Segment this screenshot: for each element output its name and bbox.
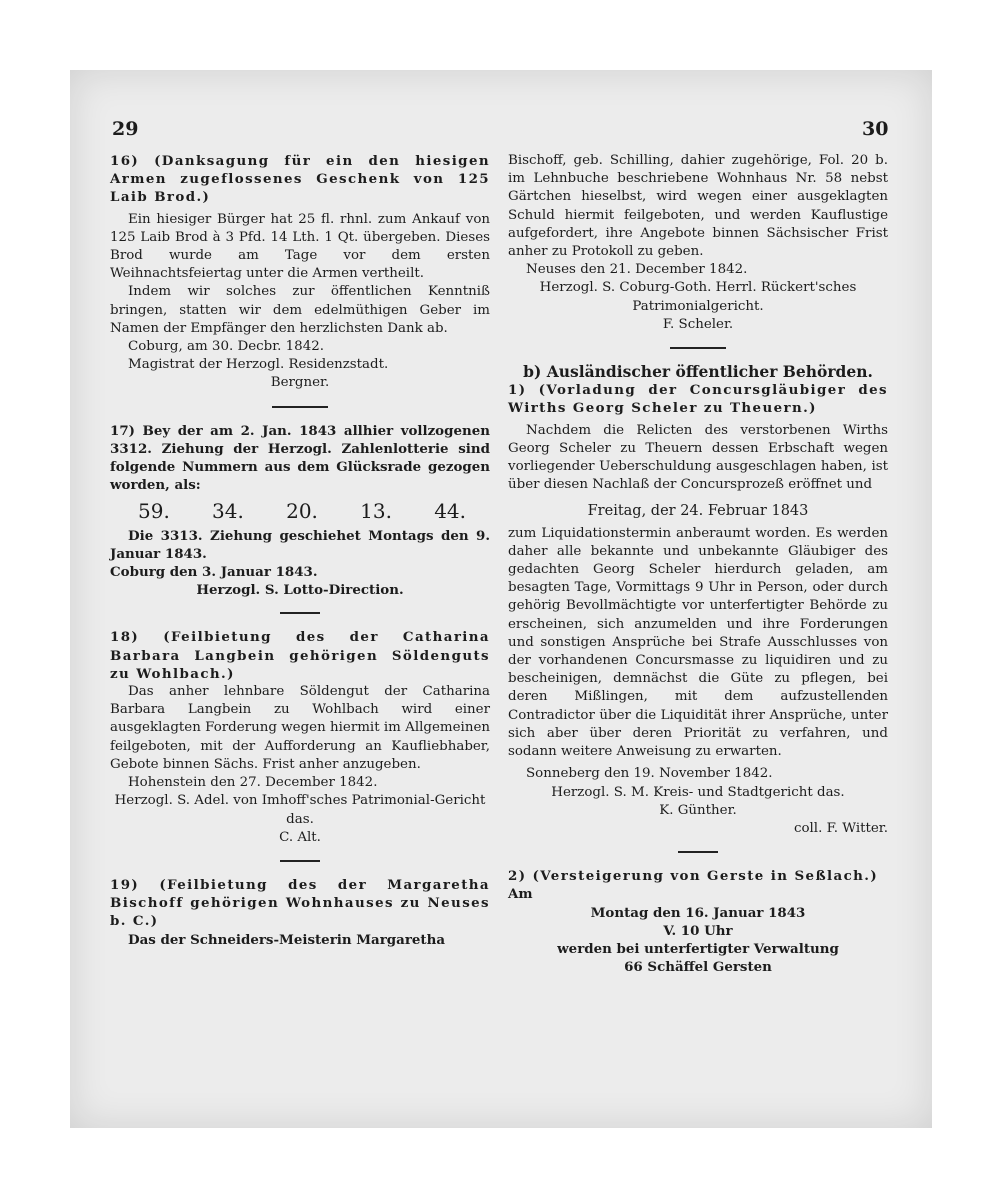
notice-b1-paragraph-2: zum Liquidationstermin anberaumt worden. Es werden daher alle bekannte und unbekannte Gläubiger des gedachten Georg Scheler hierdurch geladen, am besagten Tage, Vormittags 9 Uhr in Person, oder durch gehörig Bevollmächtigte vor unterfertigter Behörde zu erscheinen, sich anzumelden und ihre Forderungen und sonstigen Ansprüche bei Strafe Ausschlusses von der vorhandenen Concursmasse zu liquidiren und zu bescheinigen, demnächst die Güte zu pflegen, bei deren Mißlingen, mit dem aufzustellenden Contradictor über die Liquidität ihrer Ansprüche, unter sich aber über deren Priorität zu verfahren, und sodann weitere Anweisung zu erwarten. bbox=[508, 525, 888, 760]
notice-16-paragraph-2: Indem wir solches zur öffentlichen Kenntniß bringen, statten wir dem edelmüthigen Geber im Namen der Empfänger den herzlichsten Dank ab. bbox=[110, 284, 490, 336]
section-b-heading: b) Ausländischer öffentlicher Behörden. bbox=[523, 362, 873, 382]
notice-16-paragraph-1: Ein hiesiger Bürger hat 25 fl. rhnl. zum Ankauf von 125 Laib Brod à 3 Pfd. 14 Lth. 1 Qt. übergeben. Dieses Brod wurde am Tage vor dem ersten Weihnachtsfeiertag unter die Armen vertheilt. bbox=[110, 211, 490, 282]
notice-b2-heading: 2) (Versteigerung von Gerste in Seßlach.) bbox=[508, 868, 879, 885]
notice-17-date: Coburg den 3. Januar 1843. bbox=[110, 564, 318, 581]
lottery-number: 59. bbox=[138, 499, 170, 524]
separator-rule bbox=[678, 851, 718, 853]
lottery-number: 13. bbox=[360, 499, 392, 524]
notice-b1-date: Sonneberg den 19. November 1842. bbox=[526, 766, 773, 782]
notice-16-date: Coburg, am 30. Decbr. 1842. bbox=[128, 339, 324, 355]
notice-b2-time: V. 10 Uhr bbox=[663, 922, 733, 939]
separator-rule bbox=[272, 406, 328, 408]
left-column bbox=[110, 152, 490, 949]
notice-17-next-draw: Die 3313. Ziehung geschiehet Montags den 9. Januar 1843. bbox=[110, 527, 490, 562]
page-number-left: 29 bbox=[112, 118, 139, 140]
notice-17-authority: Herzogl. S. Lotto-Direction. bbox=[196, 582, 404, 599]
notice-19-continued: Bischoff, geb. Schilling, dahier zugehörige, Fol. 20 b. im Lehnbuche beschriebene Wohnhaus Nr. 58 nebst Gärtchen hieselbst, wird wegen einer ausgeklagten Schuld hiermit feilgeboten, und werden Kauflustige aufgefordert, ihre Angebote binnen Sächsischer Frist anher zu Protokoll zu geben. bbox=[508, 153, 888, 260]
notice-18-authority: Herzogl. S. Adel. von Imhoff'sches Patrimonial-Gericht das. bbox=[114, 793, 486, 827]
notice-18-date: Hohenstein den 27. December 1842. bbox=[128, 775, 378, 791]
separator-rule bbox=[280, 612, 320, 614]
lottery-number: 20. bbox=[286, 499, 318, 524]
notice-b2-goods: 66 Schäffel Gersten bbox=[624, 959, 772, 976]
notice-18-heading: 18) (Feilbietung des der Catharina Barbara Langbein gehörigen Söldenguts zu Wohlbach.) bbox=[110, 629, 490, 682]
page-number-right: 30 bbox=[862, 118, 889, 140]
notice-b1-signer-1: K. Günther. bbox=[659, 802, 737, 818]
lottery-number: 34. bbox=[212, 499, 244, 524]
notice-17-text: 17) Bey der am 2. Jan. 1843 allhier vollzogenen 3312. Ziehung der Herzogl. Zahlenlotterie sind folgende Nummern aus dem Glücksrade gezogen worden, als: bbox=[110, 422, 490, 494]
notice-16-heading: 16) (Danksagung für ein den hiesigen Armen zugeflossenes Geschenk von 125 Laib Brod.) bbox=[110, 153, 490, 206]
notice-b1-term: Freitag, der 24. Februar 1843 bbox=[587, 503, 809, 520]
notice-19-signer: F. Scheler. bbox=[662, 316, 734, 332]
notice-b1-heading: 1) (Vorladung der Concursgläubiger des Wirths Georg Scheler zu Theuern.) bbox=[508, 382, 888, 417]
notice-b2-am: Am bbox=[508, 886, 533, 903]
notice-b2-line: werden bei unterfertigter Verwaltung bbox=[557, 940, 839, 957]
lottery-numbers bbox=[110, 499, 490, 524]
notice-18-signer: C. Alt. bbox=[279, 829, 321, 845]
notice-19-authority: Herzogl. S. Coburg-Goth. Herrl. Rückert'sches Patrimonialgericht. bbox=[539, 280, 857, 314]
notice-18-paragraph-1: Das anher lehnbare Söldengut der Catharina Barbara Langbein zu Wohlbach wird einer ausgeklagten Forderung wegen hiermit im Allgemeinen feilgeboten, mit der Aufforderung an Kaufliebhaber, Gebote binnen Sächs. Frist anher anzugeben. bbox=[110, 684, 490, 772]
notice-19-heading: 19) (Feilbietung des der Margaretha Bischoff gehörigen Wohnhauses zu Neuses b. C.) bbox=[110, 876, 490, 930]
notice-b1-authority: Herzogl. S. M. Kreis- und Stadtgericht das. bbox=[551, 784, 845, 800]
separator-rule bbox=[670, 347, 726, 349]
notice-b2-day: Montag den 16. Januar 1843 bbox=[590, 904, 806, 921]
notice-19-paragraph-1: Das der Schneiders-Meisterin Margaretha bbox=[128, 931, 446, 948]
separator-rule bbox=[280, 860, 320, 862]
notice-b1-signer-2: coll. F. Witter. bbox=[793, 820, 888, 836]
lottery-number: 44. bbox=[434, 499, 466, 524]
notice-16-authority: Magistrat der Herzogl. Residenzstadt. bbox=[128, 357, 389, 373]
notice-19-date: Neuses den 21. December 1842. bbox=[526, 262, 748, 278]
notice-16-signer: Bergner. bbox=[270, 375, 330, 391]
notice-b1-paragraph-1: Nachdem die Relicten des verstorbenen Wirths Georg Scheler zu Theuern dessen Erbschaft wegen vorliegender Ueberschuldung ausgeschlagen haben, ist über diesen Nachlaß der Concursprozeß eröffnet und bbox=[508, 422, 888, 493]
right-column bbox=[508, 152, 888, 976]
